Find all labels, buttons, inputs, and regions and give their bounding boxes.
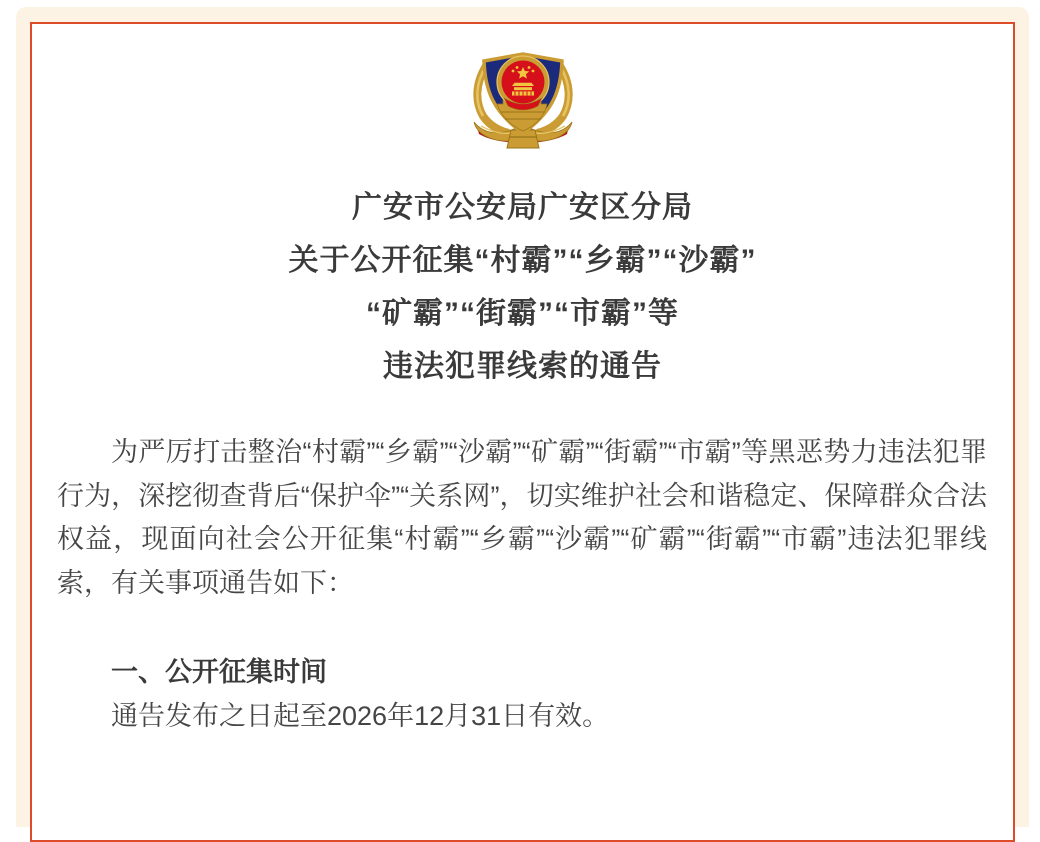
title-line-4: 违法犯罪线索的通告 bbox=[383, 350, 662, 383]
section-1-heading: 一、公开征集时间 bbox=[111, 657, 327, 687]
notice-border-frame bbox=[30, 22, 1015, 842]
notice-title bbox=[32, 181, 1013, 393]
notice-card bbox=[16, 7, 1029, 827]
notice-intro-paragraph: 为严厉打击整治“村霸”“乡霸”“沙霸”“矿霸”“街霸”“市霸”等黑恶势力违法犯罪行为，深挖彻查背后“保护伞”“关系网”，切实维护社会和谐稳定、保障群众合法权益，现面向社会公开征集“村霸”“乡霸”“沙霸”“矿霸”“街霸”“市霸”违法犯罪线索，有关事项通告如下： bbox=[57, 437, 987, 598]
title-line-3: “矿霸”“街霸”“市霸”等 bbox=[366, 297, 679, 330]
title-line-1: 广安市公安局广安区分局 bbox=[352, 191, 693, 224]
police-badge-icon bbox=[471, 40, 575, 157]
title-line-2: 关于公开征集“村霸”“乡霸”“沙霸” bbox=[288, 244, 757, 277]
section-1-text: 通告发布之日起至2026年12月31日有效。 bbox=[111, 700, 610, 731]
